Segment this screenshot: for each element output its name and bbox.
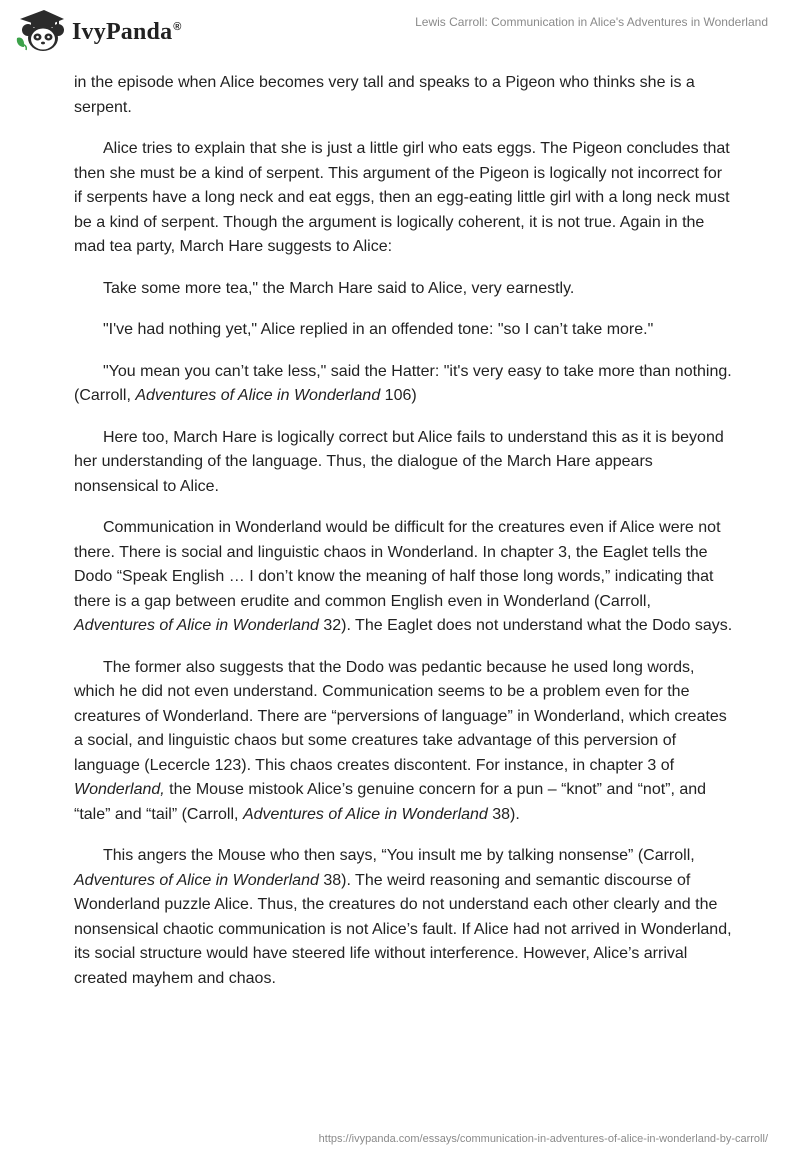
body-paragraph — [74, 137, 734, 260]
paragraph-text: 38). — [487, 805, 520, 823]
italic-title-text: Adventures of Alice in Wonderland — [135, 387, 381, 404]
paragraph-text: 32). The Eaglet does not understand what the Dodo says. — [318, 617, 733, 634]
paragraph-text: "You mean you can’t take less," said the Hatter: "it's very easy to take more than nothing. (Carroll, — [74, 362, 732, 404]
body-paragraph — [74, 426, 734, 500]
body-paragraph — [74, 844, 734, 991]
body-paragraph — [74, 277, 734, 302]
paragraph-text: the Mouse mistook Alice’s genuine concern for a pun – “knot” and “not”, and “tale” and “tail” (Carroll, — [74, 781, 707, 823]
panda-graduate-logo-icon — [14, 8, 66, 54]
body-paragraph — [74, 318, 734, 343]
brand-name: IvyPanda® — [72, 18, 182, 45]
body-paragraph — [74, 71, 734, 120]
italic-title-text: Adventures of Alice in Wonderland — [242, 805, 488, 823]
paragraph-text: 38). The weird reasoning and semantic discourse of Wonderland puzzle Alice. Thus, the creatures do not understand each other clearly and the nonsensical chaotic communication is not Alice’s fault. If Alice had not arrived in Wonderland, its social structure would have steered life without interference. However, Alice’s arrival created mayhem and chaos. — [74, 871, 732, 987]
source-url[interactable]: https://ivypanda.com/essays/communication-in-adventures-of-alice-in-wonderland-by-carroll/ — [318, 1133, 768, 1145]
paragraph-text: The former also suggests that the Dodo was pedantic because he used long words, which he did not even understand. Communication seems to be a problem even for the creatures of Wonderland. There are “perversions of language” in Wonderland, which creates a social, and linguistic chaos but some creatures take advantage of this perversion of language (Lecercle 123). This chaos creates discontent. For instance, in chapter 3 of — [74, 658, 727, 774]
paragraph-text: Alice tries to explain that she is just a little girl who eats eggs. The Pigeon concludes that then she must be a kind of serpent. This argument of the Pigeon is logically not incorrect for if serpents have a long neck and eat eggs, then an egg-eating little girl with a long neck must be a kind of serpent. Though the argument is logically coherent, it is not true. Again in the mad tea party, March Hare suggests to Alice: — [74, 140, 730, 255]
paragraph-text: "I've had nothing yet," Alice replied in an offended tone: "so I can’t take more." — [103, 321, 654, 338]
registered-mark: ® — [173, 20, 182, 33]
body-paragraph — [74, 516, 734, 639]
paragraph-text: Take some more tea," the March Hare said to Alice, very earnestly. — [103, 279, 575, 297]
page-header — [0, 0, 800, 66]
paragraph-text: in the episode when Alice becomes very tall and speaks to a Pigeon who thinks she is a serpent. — [74, 74, 695, 116]
italic-title-text: Adventures of Alice in Wonderland — [74, 617, 319, 634]
body-paragraph — [74, 360, 734, 409]
paragraph-text: This angers the Mouse who then says, “You insult me by talking nonsense” (Carroll, — [103, 847, 695, 864]
paragraph-text: 106) — [380, 387, 417, 404]
brand-logo[interactable] — [14, 8, 182, 54]
paragraph-text: Here too, March Hare is logically correct but Alice fails to understand this as it is beyond her understanding of the language. Thus, the dialogue of the March Hare appears nonsensical to Alice. — [74, 428, 724, 495]
italic-title-text: Adventures of Alice in Wonderland — [74, 871, 319, 889]
paragraph-text: Communication in Wonderland would be difficult for the creatures even if Alice were not there. There is social and linguistic chaos in Wonderland. In chapter 3, the Eaglet tells the Dodo “Speak English … I don’t know the meaning of half those long words,” indicating that there is a gap between erudite and common English even in Wonderland (Carroll, — [74, 519, 721, 610]
essay-body — [74, 71, 734, 1008]
document-title: Lewis Carroll: Communication in Alice's Adventures in Wonderland — [415, 15, 768, 29]
body-paragraph — [74, 656, 734, 828]
italic-title-text: Wonderland, — [74, 781, 165, 798]
